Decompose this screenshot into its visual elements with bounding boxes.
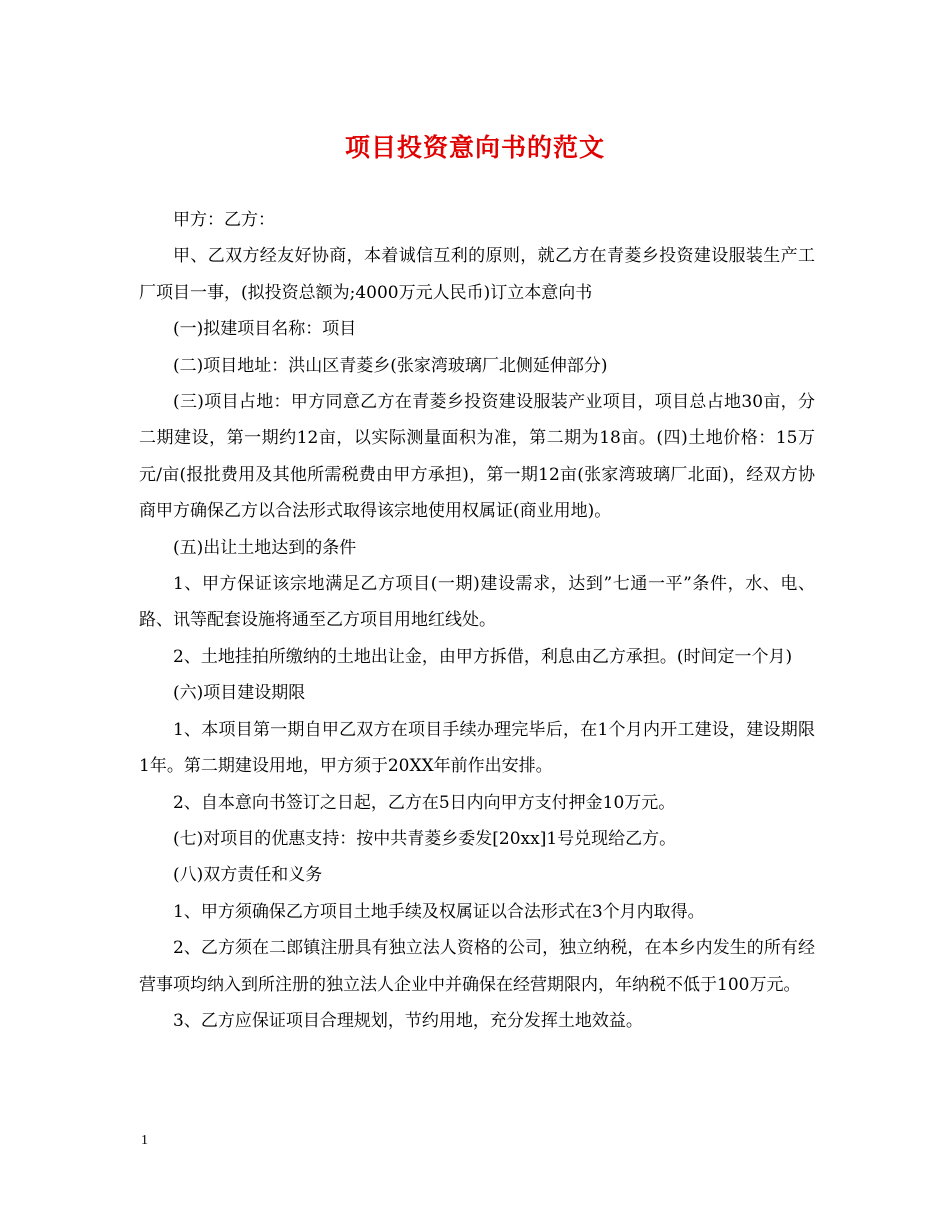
paragraph-responsibility-1: 1、甲方须确保乙方项目土地手续及权属证以合法形式在3个月内取得。 (173, 901, 705, 922)
paragraph-land-condition-1: 1、甲方保证该宗地满足乙方项目(一期)建设需求，达到”七通一平”条件，水、电、路、讯等配套设施将通至乙方项目用地红线处。 (139, 574, 815, 631)
paragraph-land-conditions-heading: (五)出让土地达到的条件 (173, 537, 357, 558)
page-number: 1 (141, 1133, 148, 1148)
paragraph-responsibility-3: 3、乙方应保证项目合理规划，节约用地，充分发挥土地效益。 (173, 1010, 643, 1031)
document-title: 项目投资意向书的范文 (344, 133, 605, 162)
paragraph-land-area-price: (三)项目占地：甲方同意乙方在青菱乡投资建设服装产业项目，项目总占地30亩，分二期建设，第一期约12亩，以实际测量面积为准，第二期为18亩。(四)土地价格：15万元/亩(报批费用及其他所需税费由甲方承担)，第一期12亩(张家湾玻璃厂北面)，经双方协商甲方确保乙方以合法形式取得该宗地使用权属证(商业用地)。 (139, 392, 815, 522)
paragraph-project-address: (二)项目地址：洪山区青菱乡(张家湾玻璃厂北侧延伸部分) (173, 355, 608, 376)
paragraph-responsibility-2: 2、乙方须在二郎镇注册具有独立法人资格的公司，独立纳税，在本乡内发生的所有经营事项均纳入到所注册的独立法人企业中并确保在经营期限内，年纳税不低于100万元。 (139, 938, 815, 995)
paragraph-parties: 甲方：乙方： (173, 210, 275, 230)
paragraph-schedule-heading: (六)项目建设期限 (173, 683, 306, 704)
paragraph-intro: 甲、乙双方经友好协商，本着诚信互利的原则，就乙方在青菱乡投资建设服装生产工厂项目一事，(拟投资总额为;4000万元人民币)订立本意向书 (139, 246, 815, 303)
document-body (139, 202, 815, 1039)
paragraph-schedule-2: 2、自本意向书签订之日起，乙方在5日内向甲方支付押金10万元。 (173, 792, 676, 813)
paragraph-preferential-support: (七)对项目的优惠支持：按中共青菱乡委发[20xx]1号兑现给乙方。 (173, 828, 677, 849)
paragraph-land-condition-2: 2、土地挂拍所缴纳的土地出让金，由甲方拆借，利息由乙方承担。(时间定一个月) (173, 646, 793, 667)
paragraph-schedule-1: 1、本项目第一期自甲乙双方在项目手续办理完毕后，在1个月内开工建设，建设期限1年。第二期建设用地，甲方须于20XX年前作出安排。 (139, 719, 815, 777)
paragraph-responsibilities-heading: (八)双方责任和义务 (173, 865, 323, 886)
paragraph-project-name: (一)拟建项目名称：项目 (173, 319, 357, 340)
